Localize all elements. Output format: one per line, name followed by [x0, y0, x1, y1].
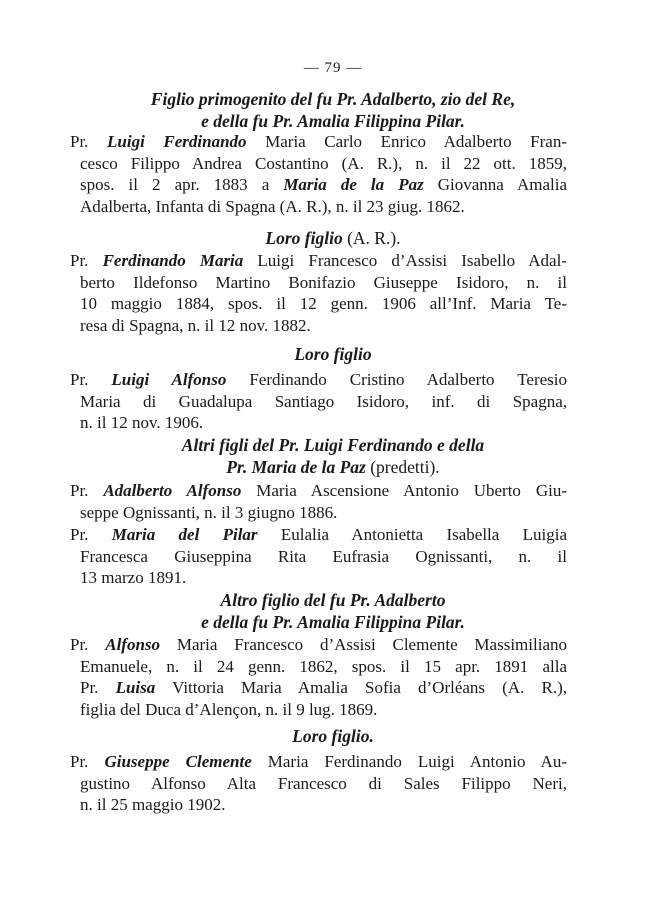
italic-name-text: Alfonso — [105, 635, 161, 654]
entry-line — [70, 412, 567, 434]
italic-name-text: Maria del Pilar — [111, 525, 258, 544]
text-segment: Maria Francesco d’Assisi Clemente Massimiliano — [160, 635, 567, 654]
heading-line — [0, 725, 666, 747]
text-segment: 10 maggio 1884, spos. il 12 genn. 1906 all’Inf. Maria Te- — [80, 294, 567, 314]
text-segment: Eulalia Antonietta Isabella Luigia — [257, 525, 567, 544]
text-segment: Pr. — [70, 635, 106, 654]
heading-line — [0, 456, 666, 478]
italic-name-text: e della fu Pr. Amalia Filippina Pilar. — [201, 111, 465, 131]
text-segment: n. il 12 nov. 1906. — [80, 413, 204, 433]
text-segment: Vittoria Maria Amalia Sofia d’Orléans (A. R.), — [155, 678, 567, 698]
italic-name-text: Altro figlio del fu Pr. Adalberto — [220, 590, 446, 610]
text-segment: seppe Ognissanti, n. il 3 giugno 1886. — [80, 502, 338, 522]
heading-line — [0, 110, 666, 132]
entry-line — [70, 773, 567, 795]
text-segment: Luigi Francesco d’Assisi Isabello Adal- — [243, 251, 567, 270]
section-heading — [0, 227, 666, 249]
entry-line — [70, 699, 567, 721]
text-segment: Pr. — [70, 752, 105, 771]
genealogy-entry — [70, 751, 567, 816]
text-segment: n. il 25 maggio 1902. — [80, 795, 226, 815]
entry-line — [70, 502, 567, 524]
italic-name-text: Luigi Alfonso — [111, 370, 227, 389]
italic-name-text: Loro figlio — [294, 344, 372, 364]
text-segment: (A. R.). — [342, 228, 401, 248]
italic-name-text: Figlio primogenito del fu Pr. Adalberto, zio del Re, — [150, 89, 516, 109]
genealogy-entry — [70, 480, 567, 523]
text-segment: Maria di Guadalupa Santiago Isidoro, inf. di Spagna, — [80, 391, 567, 411]
entry-line — [70, 794, 567, 816]
heading-line — [0, 227, 666, 249]
heading-line — [0, 88, 666, 110]
text-segment: cesco Filippo Andrea Costantino (A. R.), n. il 22 ott. 1859, — [80, 153, 567, 173]
text-segment: Maria Carlo Enrico Adalberto Fran- — [246, 132, 567, 151]
text-segment: Ferdinando Cristino Adalberto Teresio — [226, 370, 568, 389]
entry-line — [70, 567, 567, 589]
italic-name-text: Luigi Ferdinando — [107, 132, 247, 151]
text-segment: berto Ildefonso Martino Bonifazio Giuseppe Isidoro, n. il — [80, 272, 567, 292]
genealogy-entry — [70, 634, 567, 721]
section-heading — [0, 88, 666, 132]
text-segment: Giovanna Amalia — [423, 175, 567, 195]
entry-line — [70, 153, 567, 175]
entry-line — [70, 272, 567, 294]
entry-line — [70, 131, 567, 153]
text-segment: gustino Alfonso Alta Francesco di Sales Filippo Neri, — [80, 773, 567, 793]
section-heading — [0, 343, 666, 365]
heading-line — [0, 343, 666, 365]
italic-name-text: Giuseppe Clemente — [104, 752, 252, 771]
text-segment: Adalberta, Infanta di Spagna (A. R.), n. il 23 giug. 1862. — [80, 197, 465, 217]
genealogy-entry — [70, 250, 567, 337]
italic-name-text: Loro figlio — [265, 228, 343, 248]
text-segment: figlia del Duca d’Alençon, n. il 9 lug. 1869. — [80, 700, 378, 720]
entry-line — [70, 391, 567, 413]
entry-line — [70, 174, 567, 196]
text-segment: Maria Ascensione Antonio Uberto Giu- — [241, 481, 567, 500]
entry-line — [70, 656, 567, 678]
text-segment: spos. il 2 apr. 1883 a — [80, 175, 284, 195]
page-number: — 79 — — [303, 60, 363, 76]
text-segment: Francesca Giuseppina Rita Eufrasia Ognissanti, n. il — [80, 546, 567, 566]
italic-name-text: Luisa — [115, 678, 156, 698]
text-segment: Pr. — [70, 370, 112, 389]
entry-line — [70, 480, 567, 502]
text-segment: Emanuele, n. il 24 genn. 1862, spos. il 15 apr. 1891 alla — [80, 656, 567, 676]
text-segment: Pr. — [70, 251, 103, 270]
section-heading — [0, 589, 666, 633]
italic-name-text: Ferdinando Maria — [102, 251, 244, 270]
heading-line — [0, 589, 666, 611]
heading-line — [0, 611, 666, 633]
entry-line — [70, 196, 567, 218]
entry-line — [70, 315, 567, 337]
section-heading — [0, 725, 666, 747]
section-heading — [0, 434, 666, 478]
text-segment: Pr. — [70, 525, 112, 544]
text-segment: 13 marzo 1891. — [80, 568, 187, 588]
genealogy-entry — [70, 131, 567, 218]
entry-line — [70, 250, 567, 272]
entry-line — [70, 634, 567, 656]
genealogy-entry — [70, 524, 567, 589]
entry-line — [70, 546, 567, 568]
italic-name-text: Altri figli del Pr. Luigi Ferdinando e della — [181, 435, 485, 455]
text-segment: Pr. — [80, 678, 116, 698]
text-segment: Pr. — [70, 481, 104, 500]
entry-line — [70, 293, 567, 315]
italic-name-text: Maria de la Paz — [283, 175, 424, 195]
italic-name-text: e della fu Pr. Amalia Filippina Pilar. — [201, 612, 465, 632]
text-segment: resa di Spagna, n. il 12 nov. 1882. — [80, 316, 311, 336]
entry-line — [70, 369, 567, 391]
text-segment: Maria Ferdinando Luigi Antonio Au- — [251, 752, 567, 771]
italic-name-text: Pr. Maria de la Paz — [226, 457, 366, 477]
entry-line — [70, 677, 567, 699]
entry-line — [70, 751, 567, 773]
entry-line — [70, 524, 567, 546]
heading-line — [0, 434, 666, 456]
text-segment: (predetti). — [365, 457, 440, 477]
genealogy-entry — [70, 369, 567, 434]
text-segment: Pr. — [70, 132, 108, 151]
italic-name-text: Adalberto Alfonso — [103, 481, 242, 500]
italic-name-text: Loro figlio. — [292, 726, 374, 746]
